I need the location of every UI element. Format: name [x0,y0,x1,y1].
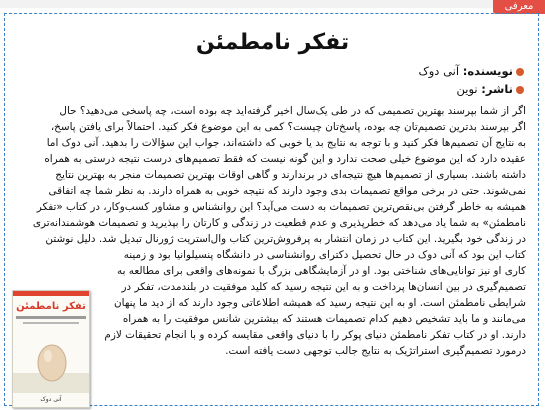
body-line: تصمیم‌گیری در بین انسان‌ها پرداخت و به این نتیجه رسید که کلید موفقیت در بلندمدت، تفکر در [121,281,526,293]
body-line: عقیده دارد که این موضوع خیلی صحت ندارد و این گونه نیست که فقط تصمیم‌های درست نتیجه درستی به همراه [44,153,526,165]
body-line: نمی‌شوند. حتی در برخی مواقع تصمیمات بدی وجود دارند که نتیجه خوبی به همراه دارند. به نظر شما چه اتفاقی [48,185,526,197]
body-line: کاری او نیز توانایی‌های شناختی بود. او در آزمایشگاهی بزرگ با نمونه‌های واقعی برای مطالعه به [117,265,526,277]
body-line: نامطمئن» به شما یاد می‌دهد که خطرپذیری و عدم قطعیت در زندگی و کارتان را بپذیرید و تصمیمات هوشمندانه‌تری [32,217,526,229]
body-line: شرایطی نامطمئن است. او به این نتیجه رسید که همیشه اطلاعاتی وجود دارند که از دید ما پنهان [114,297,526,309]
author-row [418,64,524,78]
body-line: می‌مانند و ما باید تشخیص دهیم کدام تصمیمات هستند که بیشترین شانس موفقیت را به همراه [122,313,526,325]
cover-subtitle-line [16,316,86,319]
section-tab: معرفی [493,0,545,14]
author-label: نویسنده: [462,64,513,78]
body-line: در زندگی خود بگیرید. این کتاب در زمان انتشار به پرفروش‌ترین کتاب وال‌استریت ژورنال تبدیل شد. دلیل نوشتن [45,233,526,245]
body-line: کتاب این بود که آنی دوک در حال تحصیل دکترای روانشناسی در دانشگاه پنسیلوانیا بود و زمینه [123,249,526,261]
publisher-label: ناشر: [481,82,513,96]
cover-top-bar [13,291,89,296]
body-line: داشته باشند. بسیاری از تصمیم‌ها هیچ نتیجه‌ای در برندارند و گاهی اوقات بهترین تصمیمات منجر به بهترین نتایج [55,169,526,181]
egg-icon [35,339,69,383]
body-line: دارند. او در کتاب تفکر نامطمئن دنیای پوکر را با دنیای واقعی مقایسه کرده و با انجام تحقیقات لازم [104,329,526,341]
top-strip [0,0,545,8]
article-title: تفکر نامطمئن [195,30,350,55]
body-line: درمورد تصمیم‌گیری استراتژیک به نتایج جالب توجهی دست یافته است. [225,345,526,357]
body-line: به نتایج آن تصمیم‌ها فکر کنید و با توجه به نتایج بد یا خوبی که داشته‌اند، جواب این سؤالات را بدهید. آنی دوک اما [46,137,526,149]
bullet-icon [516,68,524,76]
publisher-row [457,82,524,96]
cover-title: تفکر نامطمئن [16,301,86,312]
article-panel [4,13,539,406]
cover-author: آنی دوک [40,396,62,403]
book-cover-image [12,290,90,408]
cover-subtitle-line [23,322,79,324]
author-value: آنی دوک [418,64,460,78]
body-line: اگر از شما بپرسند بهترین تصمیمی که در طی یک‌سال اخیر گرفته‌اید چه بوده است، چه پاسخی می‌دهید؟ حال [59,105,526,117]
body-line: اگر بپرسند بدترین تصمیم‌تان چه بوده، پاسخ‌تان چیست؟ کمی به این موضوع فکر کنید. احتمالاً برای یافتن پاسخ، [50,121,526,133]
bullet-icon [516,86,524,94]
publisher-value: نوین [456,82,478,96]
body-line: همیشه به خاطر گرفتن بی‌نقص‌ترین تصمیمات به دست می‌آید؟ این روانشناس و مشاور کسب‌وکار، در کتاب «تفکر [36,201,526,213]
